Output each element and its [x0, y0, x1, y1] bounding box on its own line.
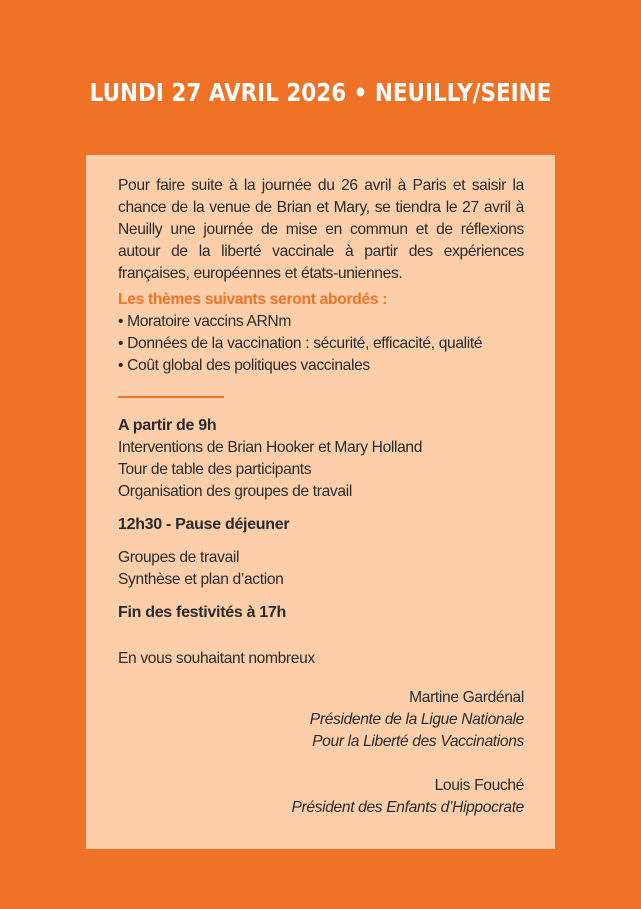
section-divider — [118, 396, 224, 398]
signature-role: Président des Enfants d’Hippocrate — [291, 799, 524, 816]
theme-item: • Coût global des politiques vaccinales — [118, 357, 370, 374]
closing-line: En vous souhaitant nombreux — [118, 650, 315, 667]
schedule-item: Synthèse et plan d’action — [118, 571, 284, 588]
program-content — [118, 175, 524, 819]
signature-name: Louis Fouché — [434, 777, 524, 794]
program-card — [86, 155, 555, 849]
signature-role: Pour la Liberté des Vaccinations — [312, 733, 524, 750]
end-heading: Fin des festivités à 17h — [118, 604, 286, 621]
themes-list — [118, 311, 524, 377]
lunch-heading: 12h30 - Pause déjeuner — [118, 516, 290, 533]
intro-paragraph: Pour faire suite à la journée du 26 avril à Paris et saisir la chance de la venue de Brian et Mary, se tiendra le 27 avril à Neuilly une journée de mise en commun et de réflexions autour de la liberté vaccinale à partir des expériences françaises, européennes et états-uniennes. — [118, 177, 524, 282]
signature-role: Présidente de la Ligue Nationale — [309, 711, 524, 728]
signature-name: Martine Gardénal — [409, 689, 524, 706]
themes-heading: Les thèmes suivants seront abordés : — [118, 291, 388, 308]
schedule-item: Groupes de travail — [118, 549, 240, 566]
morning-heading: A partir de 9h — [118, 417, 217, 434]
event-date-location-title: LUNDI 27 AVRIL 2026 • NEUILLY/SEINE — [89, 78, 552, 107]
theme-item: • Moratoire vaccins ARNm — [118, 313, 291, 330]
theme-item: • Données de la vaccination : sécurité, efficacité, qualité — [118, 335, 483, 352]
schedule-item: Tour de table des participants — [118, 461, 312, 478]
schedule-item: Organisation des groupes de travail — [118, 483, 352, 500]
schedule-item: Interventions de Brian Hooker et Mary Holland — [118, 439, 423, 456]
